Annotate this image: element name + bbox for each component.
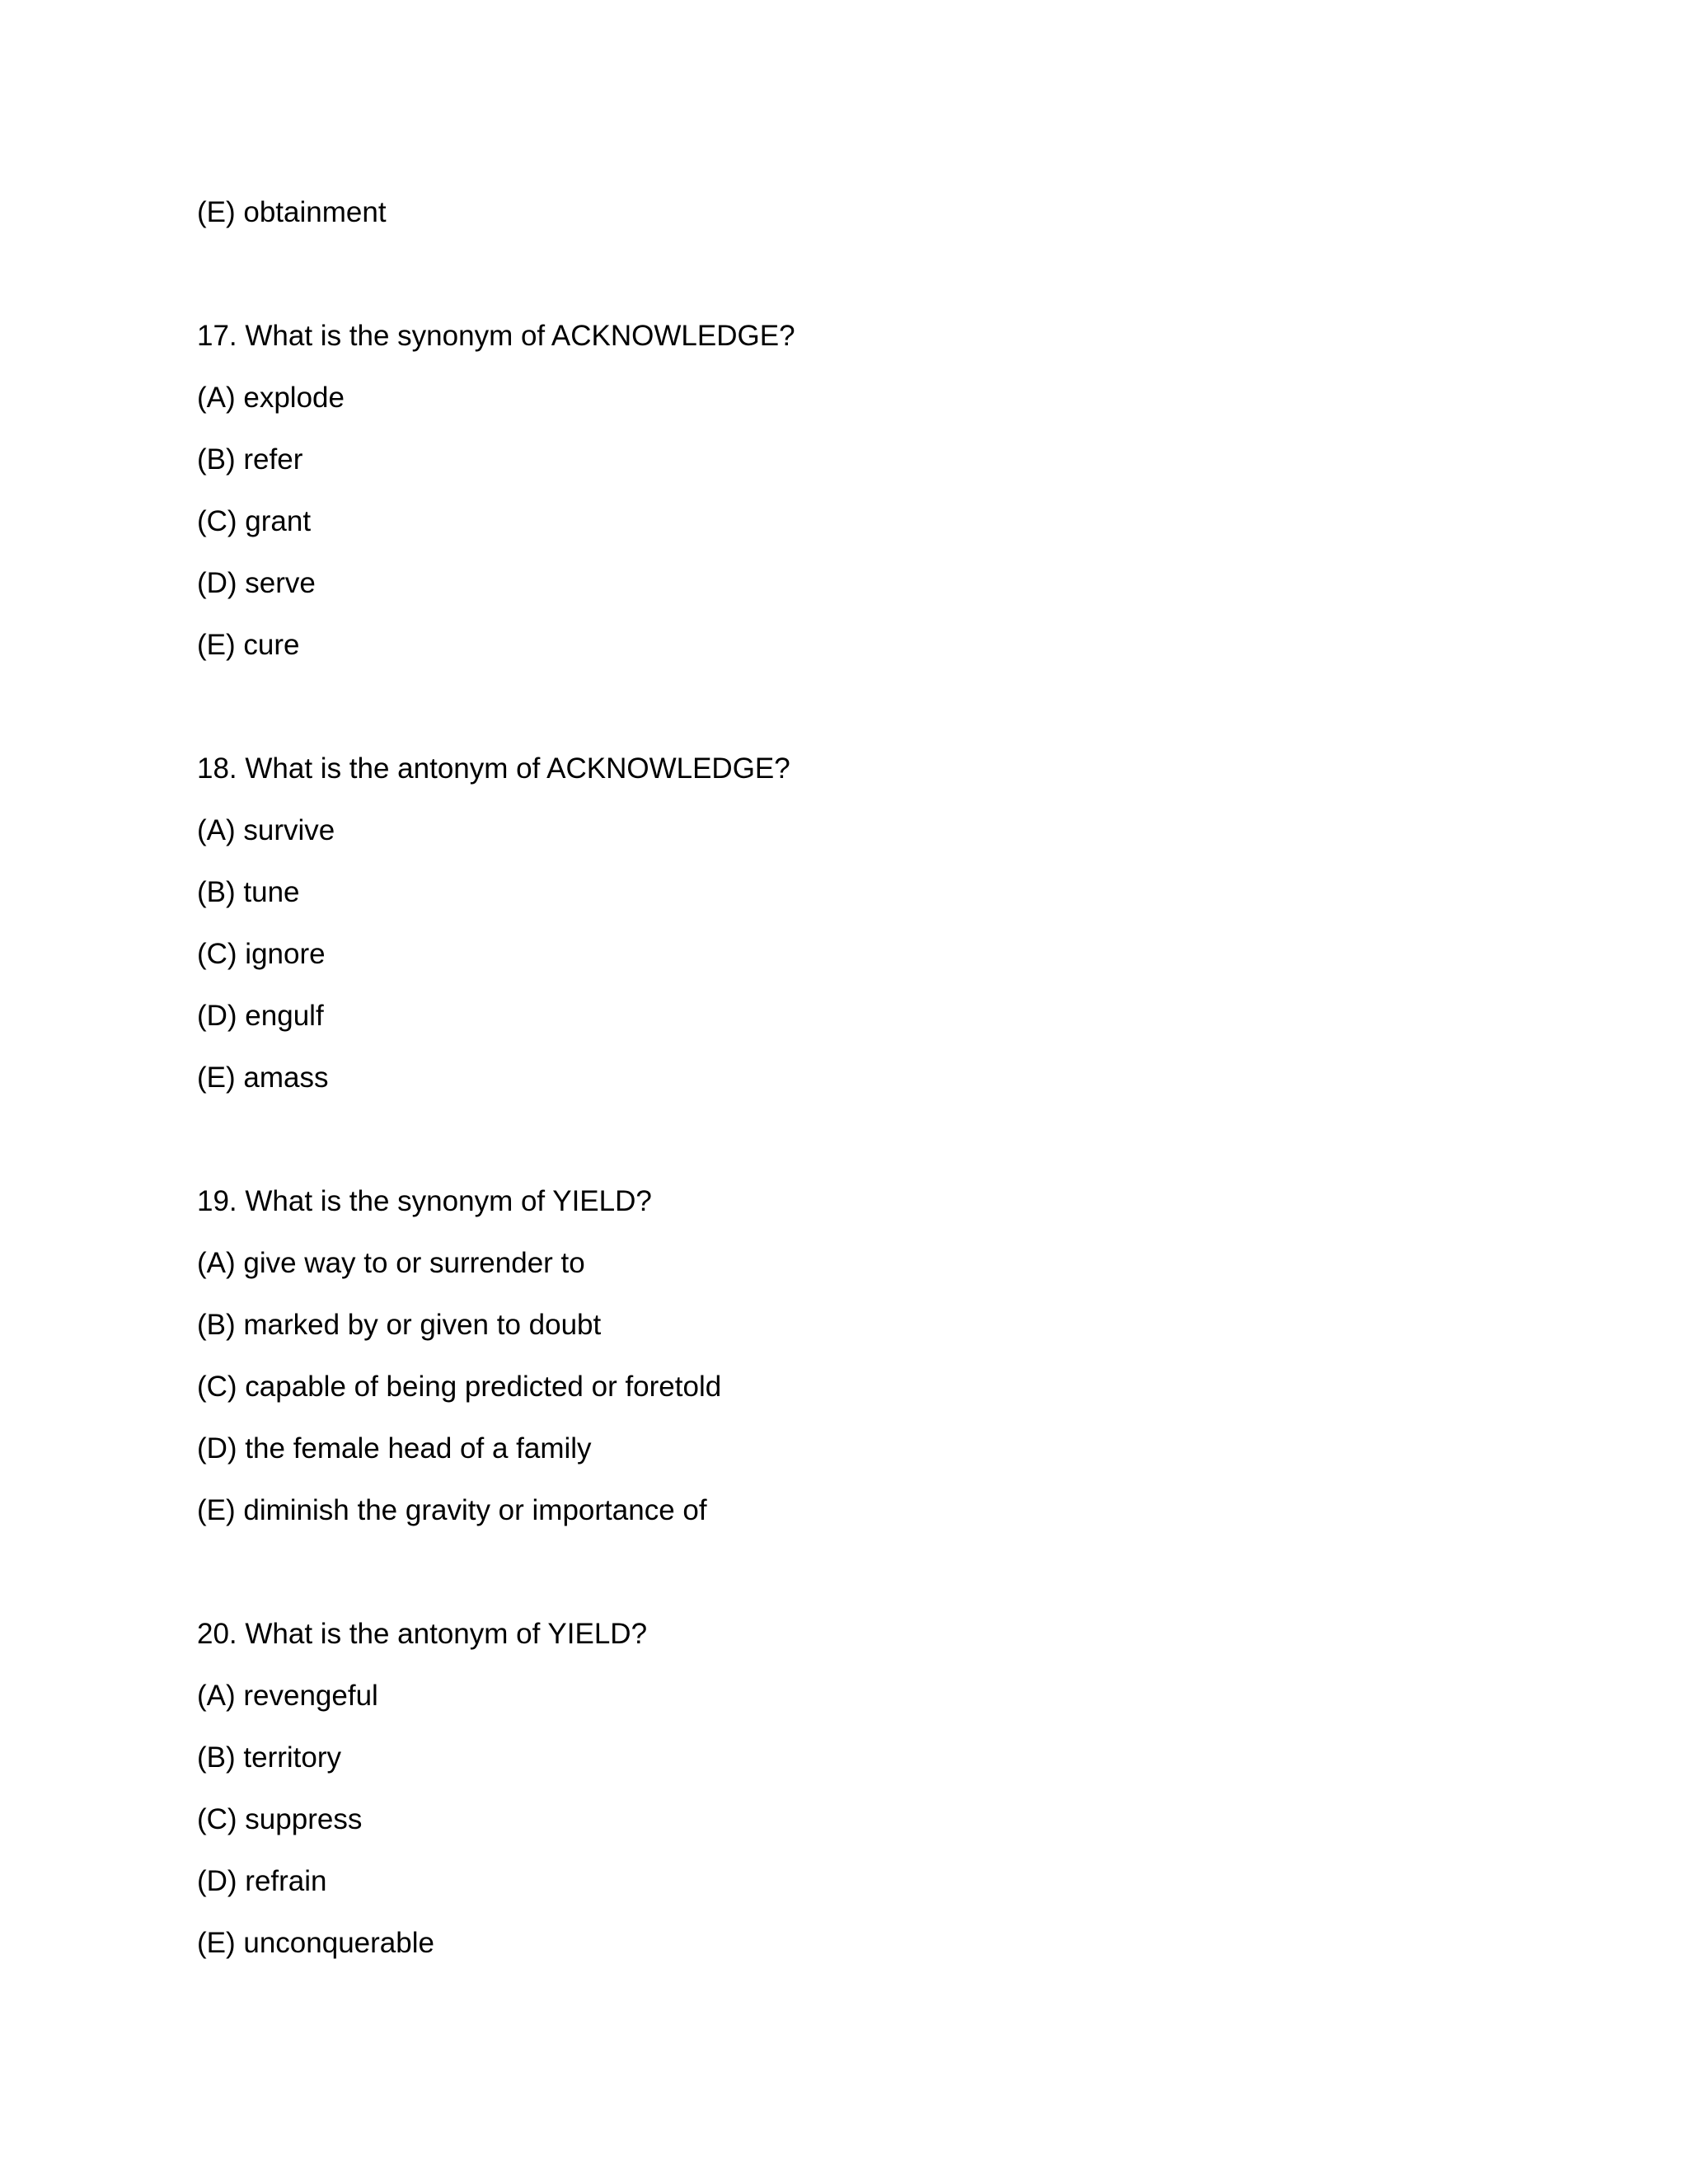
question-list <box>197 194 1483 1961</box>
question-17-prompt: 17. What is the synonym of ACKNOWLEDGE? <box>197 320 795 352</box>
question-18-option-c: (C) ignore <box>197 938 326 970</box>
question-18-option-d: (D) engulf <box>197 1000 324 1032</box>
question-18 <box>197 751 1483 1096</box>
question-20-option-b: (B) territory <box>197 1741 341 1774</box>
question-17-option-b: (B) refer <box>197 443 303 476</box>
question-18-option-e: (E) amass <box>197 1062 329 1094</box>
question-17-option-c: (C) grant <box>197 505 312 537</box>
question-20-option-a: (A) revengeful <box>197 1680 378 1712</box>
question-17-option-e: (E) cure <box>197 629 300 661</box>
question-17-option-a: (A) explode <box>197 382 345 414</box>
question-19-option-e: (E) diminish the gravity or importance of <box>197 1494 707 1526</box>
question-17-option-d: (D) serve <box>197 567 316 599</box>
question-19-option-b: (B) marked by or given to doubt <box>197 1309 602 1341</box>
question-19-option-d: (D) the female head of a family <box>197 1432 592 1465</box>
question-20-option-c: (C) suppress <box>197 1803 363 1835</box>
question-17 <box>197 318 1483 663</box>
question-20-option-e: (E) unconquerable <box>197 1927 434 1959</box>
carryover-option-e: (E) obtainment <box>197 196 387 228</box>
question-19 <box>197 1183 1483 1529</box>
question-20-prompt: 20. What is the antonym of YIELD? <box>197 1618 648 1650</box>
question-18-prompt: 18. What is the antonym of ACKNOWLEDGE? <box>197 752 790 785</box>
question-20 <box>197 1616 1483 1961</box>
question-19-option-a: (A) give way to or surrender to <box>197 1247 585 1279</box>
question-18-option-a: (A) survive <box>197 814 335 846</box>
question-19-option-c: (C) capable of being predicted or foretold <box>197 1371 722 1403</box>
question-20-option-d: (D) refrain <box>197 1865 327 1897</box>
question-18-option-b: (B) tune <box>197 876 300 908</box>
question-19-prompt: 19. What is the synonym of YIELD? <box>197 1185 652 1217</box>
